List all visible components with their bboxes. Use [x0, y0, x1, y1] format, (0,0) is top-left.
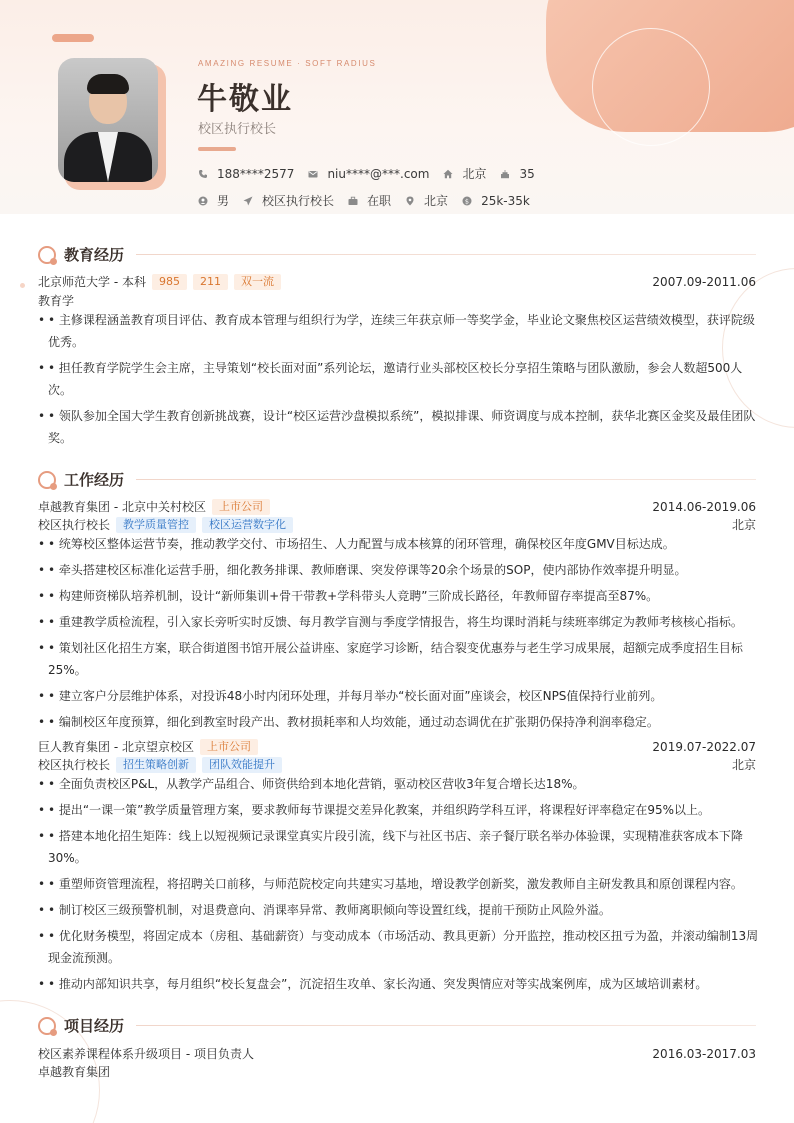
- education-date: 2007.09-2011.06: [652, 274, 756, 289]
- section-icon: [38, 471, 56, 489]
- age-item: [500, 167, 534, 181]
- company-name: 卓越教育集团 - 北京中关村校区: [38, 500, 206, 514]
- mail-icon: [308, 169, 318, 179]
- location-text: 北京: [424, 194, 449, 208]
- work-section-header: [38, 469, 756, 490]
- list-item: • • 策划社区化招生方案，联合街道图书馆开展公益讲座、家庭学习诊断，结合裂变优惠券与老生学习成果展，超额完成季度招生目标25%。: [38, 637, 760, 681]
- phone-item: [198, 167, 294, 181]
- list-item: • • 重塑师资管理流程，将招聘关口前移，与师范院校定向共建实习基地，增设教学创新奖，激发教师自主研发教具和原创课程内容。: [38, 873, 760, 895]
- list-item: • • 搭建本地化招生矩阵：线上以短视频记录课堂真实片段引流，线下与社区书店、亲子餐厅联名举办体验课，实现精准获客成本下降30%。: [38, 825, 760, 869]
- section-divider: [136, 1025, 756, 1026]
- target-position-item: [243, 192, 334, 209]
- role-name: 校区执行校长: [38, 758, 111, 772]
- project-organization: 卓越教育集团: [38, 1065, 111, 1079]
- contact-info-row: [198, 165, 549, 182]
- job-company-row: [38, 498, 756, 515]
- title-accent-bar: [198, 147, 236, 151]
- email-item: [308, 167, 429, 181]
- list-item: • • 担任教育学院学生会主席，主导策划“校长面对面”系列论坛，邀请行业头部校区校长分享招生策略与团队激励，参会人数超500人次。: [38, 357, 760, 401]
- email-text: niu****@***.com: [327, 166, 430, 181]
- list-item: • • 牵头搭建校区标准化运营手册，细化教务排课、教师磨课、突发停课等20余个场景的SOP，使内部协作效率提升明显。: [38, 559, 760, 581]
- header-accent-bar: [52, 34, 94, 42]
- job-bullet-list: [38, 773, 760, 999]
- job-location: 北京: [731, 758, 756, 772]
- project-date: 2016.03-2017.03: [652, 1046, 756, 1061]
- project-row: [38, 1045, 756, 1062]
- location-icon: [405, 196, 415, 206]
- status-item: [348, 192, 391, 209]
- school-tag: 985: [152, 274, 187, 290]
- role-tag: 招生策略创新: [116, 757, 196, 773]
- school-name: 北京师范大学 - 本科: [38, 275, 146, 289]
- education-bullet-list: [38, 309, 760, 453]
- location-item: [405, 192, 448, 209]
- company-tag: 上市公司: [200, 739, 258, 755]
- target-position-text: 校区执行校长: [262, 194, 335, 208]
- job-bullet-list: [38, 533, 760, 737]
- send-icon: [243, 196, 253, 206]
- gender-item: [198, 192, 229, 209]
- role-name: 校区执行校长: [38, 518, 111, 532]
- cake-icon: [500, 169, 510, 179]
- list-item: • • 重建教学质检流程，引入家长旁听实时反馈、每月教学盲测与季度学情报告，将生均课时消耗与续班率绑定为教师考核核心指标。: [38, 611, 760, 633]
- list-item: • • 提出“一课一策”教学质量管理方案，要求教师每节课提交差异化教案，并组织跨学科互评，将课程好评率稳定在95%以上。: [38, 799, 760, 821]
- company-tag: 上市公司: [212, 499, 270, 515]
- job-title: 校区执行校长: [198, 122, 277, 137]
- phone-text: 188****2577: [217, 166, 295, 181]
- job-role-row: [38, 516, 756, 533]
- section-divider: [136, 254, 756, 255]
- school-tag: 双一流: [234, 274, 281, 290]
- city-text: 北京: [462, 167, 487, 181]
- list-item: • • 构建师资梯队培养机制，设计“新师集训+骨干带教+学科带头人竞聘”三阶成长路径，年教师留存率提高至87%。: [38, 585, 760, 607]
- list-item: • • 制订校区三级预警机制，对退费意向、消课率异常、教师离职倾向等设置红线，提前干预防止风险外溢。: [38, 899, 760, 921]
- briefcase-icon: [348, 196, 358, 206]
- section-divider: [136, 479, 756, 480]
- list-item: • • 编制校区年度预算，细化到教室时段产出、教材损耗率和人均效能，通过动态调优在扩张期仍保持净利润率稳定。: [38, 711, 760, 733]
- age-text: 35: [519, 166, 535, 181]
- profile-info-row: [198, 192, 544, 209]
- list-item: • • 全面负责校区P&L，从教学产品组合、师资供给到本地化营销，驱动校区营收3年复合增长达18%。: [38, 773, 760, 795]
- role-tag: 校区运营数字化: [202, 517, 293, 533]
- city-item: [443, 165, 486, 182]
- resume-header: [0, 0, 794, 214]
- salary-icon: [462, 196, 472, 206]
- job-company-row: [38, 738, 756, 755]
- list-item: • • 主修课程涵盖教育项目评估、教育成本管理与组织行为学，连续三年获京师一等奖学金，毕业论文聚焦校区运营绩效模型，获评院级优秀。: [38, 309, 760, 353]
- user-icon: [198, 196, 208, 206]
- avatar-photo: [58, 58, 158, 182]
- job-date: 2014.06-2019.06: [652, 499, 756, 514]
- decorative-dot: [20, 283, 25, 288]
- section-icon: [38, 1017, 56, 1035]
- status-text: 在职: [367, 194, 392, 208]
- job-role-row: [38, 756, 756, 773]
- svg-text:$: $: [464, 196, 470, 205]
- candidate-name: 牛敬业: [197, 82, 293, 117]
- list-item: • • 建立客户分层维护体系，对投诉48小时内闭环处理，并每月举办“校长面对面”座谈会，校区NPS值保持行业前列。: [38, 685, 760, 707]
- projects-section-header: [38, 1015, 756, 1036]
- job-location: 北京: [731, 518, 756, 532]
- phone-icon: [198, 169, 208, 179]
- salary-item: [462, 194, 530, 208]
- job-date: 2019.07-2022.07: [652, 739, 756, 754]
- list-item: • • 推动内部知识共享，每月组织“校长复盘会”，沉淀招生攻单、家长沟通、突发舆情应对等实战案例库，成为区域培训素材。: [38, 973, 760, 995]
- list-item: • • 统筹校区整体运营节奏，推动教学交付、市场招生、人力配置与成本核算的闭环管理，确保校区年度GMV目标达成。: [38, 533, 760, 555]
- resume-tagline: AMAZING RESUME · SOFT RADIUS: [198, 59, 377, 68]
- education-section-title: 教育经历: [64, 246, 125, 264]
- header-decorative-ring: [592, 28, 710, 146]
- company-name: 巨人教育集团 - 北京望京校区: [38, 740, 194, 754]
- education-major: 教育学: [38, 294, 75, 308]
- education-section-header: [38, 244, 756, 265]
- education-entry-row: [38, 273, 756, 290]
- salary-text: 25k-35k: [481, 193, 530, 208]
- project-name: 校区素养课程体系升级项目 - 项目负责人: [38, 1047, 254, 1061]
- role-tag: 团队效能提升: [202, 757, 282, 773]
- role-tag: 教学质量管控: [116, 517, 196, 533]
- list-item: • • 领队参加全国大学生教育创新挑战赛，设计“校区运营沙盘模拟系统”，模拟排课、师资调度与成本控制，获华北赛区金奖及最佳团队奖。: [38, 405, 760, 449]
- gender-text: 男: [217, 194, 230, 208]
- home-icon: [443, 169, 453, 179]
- work-section-title: 工作经历: [64, 471, 125, 489]
- school-tag: 211: [193, 274, 228, 290]
- section-icon: [38, 246, 56, 264]
- list-item: • • 优化财务模型，将固定成本（房租、基础薪资）与变动成本（市场活动、教具更新）分开监控，推动校区扭亏为盈，并滚动编制13周现金流预测。: [38, 925, 760, 969]
- projects-section-title: 项目经历: [64, 1017, 125, 1035]
